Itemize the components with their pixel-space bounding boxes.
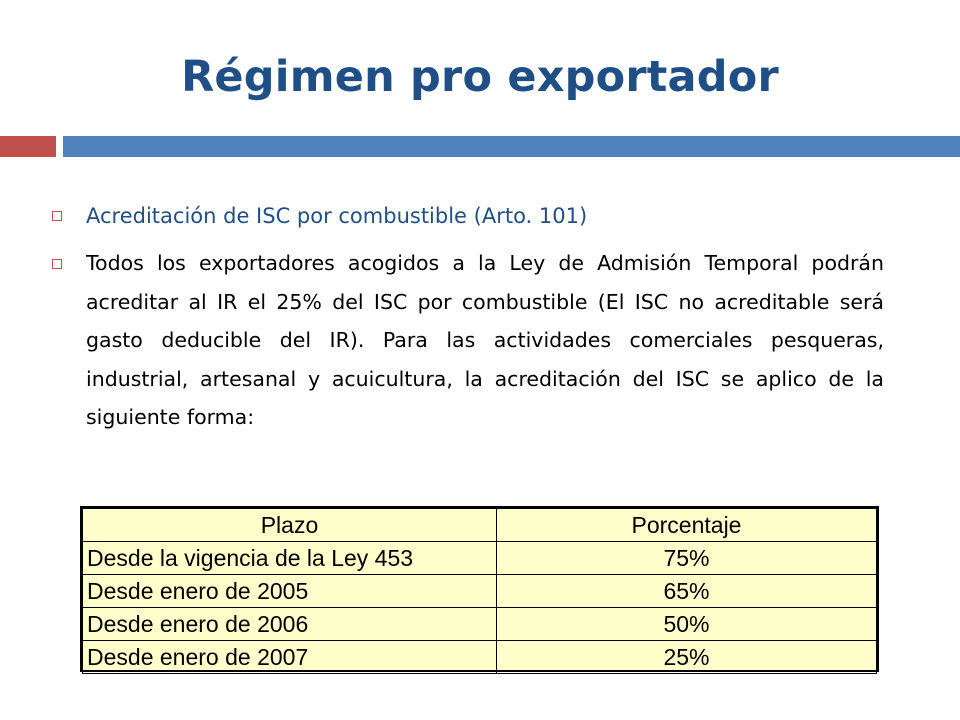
bullet-item [52,244,884,437]
table-cell-porcentaje: 25% [497,641,877,674]
table-cell-plazo: Desde enero de 2005 [83,575,497,608]
table-header-row [83,509,877,542]
square-bullet-icon [52,211,62,221]
slide-title: Régimen pro exportador [181,52,779,102]
percentage-table [80,506,879,672]
table-row [83,542,877,575]
bullet-text: Todos los exportadores acogidos a la Ley de Admisión Temporal podrán acreditar al IR el 25% del ISC por combustible (El ISC no acreditable será gasto deducible del IR). Para las actividades comerciales pesqueras, industrial, artesanal y acuicultura, la acreditación del ISC se aplico de la siguiente forma: [86,251,884,429]
bullet-item [52,196,884,236]
table-cell-plazo: Desde la vigencia de la Ley 453 [83,542,497,575]
table-header-cell: Porcentaje [497,509,877,542]
title-accent-bar-blue [63,136,960,157]
table-row [83,575,877,608]
table-row [83,608,877,641]
table-cell-plazo: Desde enero de 2006 [83,608,497,641]
bullet-text: Acreditación de ISC por combustible (Arto. 101) [86,204,588,228]
table-cell-porcentaje: 75% [497,542,877,575]
table-header-cell: Plazo [83,509,497,542]
bullet-list [52,196,884,445]
table-cell-porcentaje: 50% [497,608,877,641]
table-cell-porcentaje: 65% [497,575,877,608]
square-bullet-icon [52,259,62,269]
table-row [83,641,877,674]
title-accent-bar-red [0,136,56,157]
table-cell-plazo: Desde enero de 2007 [83,641,497,674]
